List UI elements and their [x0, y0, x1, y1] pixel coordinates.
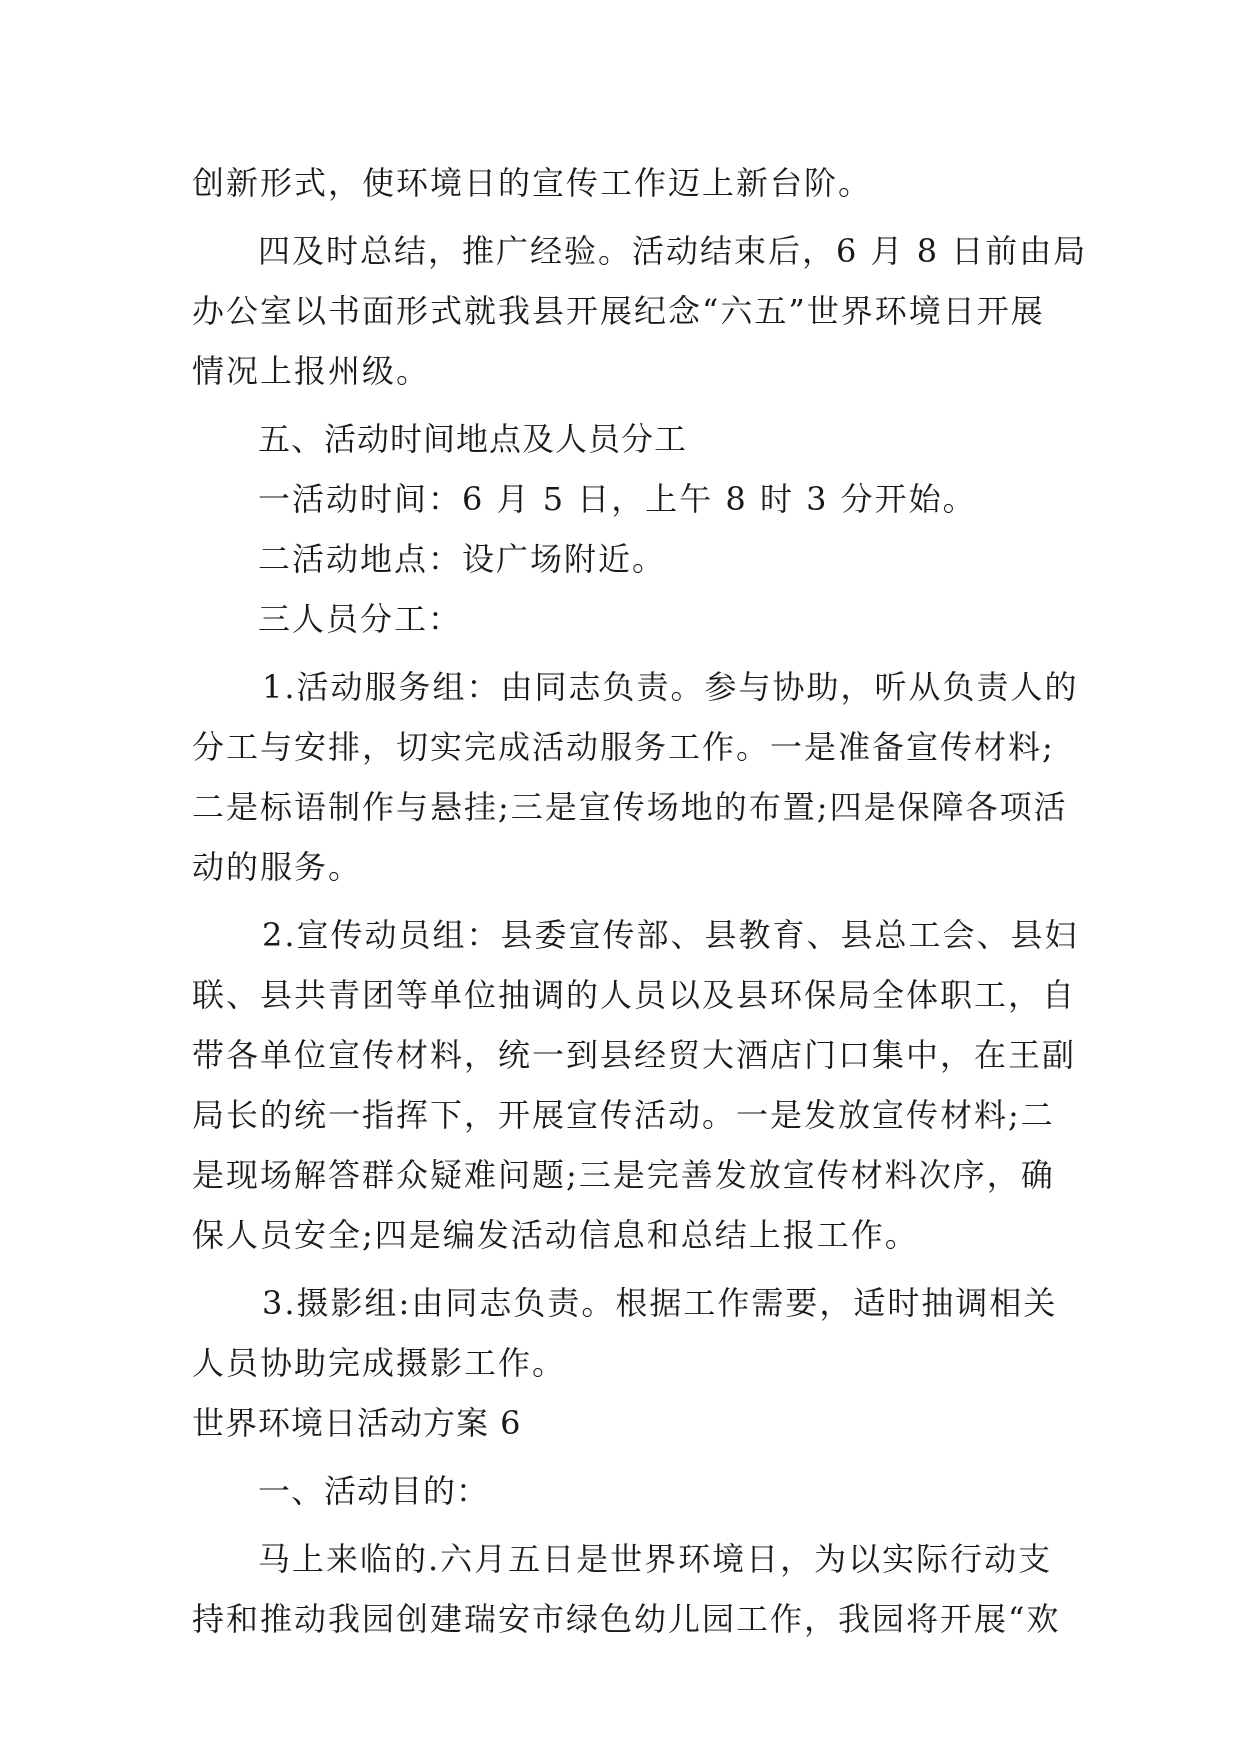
paragraph-line: 三人员分工：: [258, 600, 463, 638]
paragraph-line: 情况上报州级。: [192, 352, 431, 390]
paragraph-line: 一活动时间：6 月 5 日，上午 8 时 3 分开始。: [258, 480, 977, 518]
paragraph-line: 马上来临的.六月五日是世界环境日，为以实际行动支: [258, 1540, 1053, 1578]
paragraph-line: 办公室以书面形式就我县开展纪念“六五”世界环境日开展: [192, 292, 1045, 330]
paragraph-line: 联、县共青团等单位抽调的人员以及县环保局全体职工，自: [192, 976, 1077, 1014]
paragraph-line: 是现场解答群众疑难问题;三是完善发放宣传材料次序，确: [192, 1156, 1055, 1194]
section-heading: 一、活动目的：: [258, 1472, 490, 1510]
paragraph-line: 2.宣传动员组：县委宣传部、县教育、县总工会、县妇: [262, 916, 1079, 954]
paragraph-line: 人员协助完成摄影工作。: [192, 1344, 567, 1382]
paragraph-line: 持和推动我园创建瑞安市绿色幼儿园工作，我园将开展“欢: [192, 1600, 1061, 1638]
paragraph-line: 3.摄影组:由同志负责。根据工作需要，适时抽调相关: [262, 1284, 1058, 1322]
document-body: [192, 153, 1088, 1649]
paragraph-line: 局长的统一指挥下，开展宣传活动。一是发放宣传材料;二: [192, 1096, 1055, 1134]
paragraph-line: 二活动地点：设广场附近。: [258, 540, 667, 578]
paragraph-line: 四及时总结，推广经验。活动结束后，6 月 8 日前由局: [258, 232, 1088, 270]
document-title: 世界环境日活动方案 6: [192, 1404, 522, 1442]
paragraph-line: 二是标语制作与悬挂;三是宣传场地的布置;四是保障各项活: [192, 788, 1068, 826]
paragraph-line: 1.活动服务组：由同志负责。参与协助，听从负责人的: [262, 668, 1079, 706]
paragraph-line: 动的服务。: [192, 848, 363, 886]
paragraph-line: 创新形式，使环境日的宣传工作迈上新台阶。: [192, 164, 873, 202]
paragraph-line: 保人员安全;四是编发活动信息和总结上报工作。: [192, 1216, 919, 1254]
paragraph-line: 带各单位宣传材料，统一到县经贸大酒店门口集中，在王副: [192, 1036, 1077, 1074]
section-heading: 五、活动时间地点及人员分工: [258, 420, 688, 458]
paragraph-line: 分工与安排，切实完成活动服务工作。一是准备宣传材料;: [192, 728, 1055, 766]
